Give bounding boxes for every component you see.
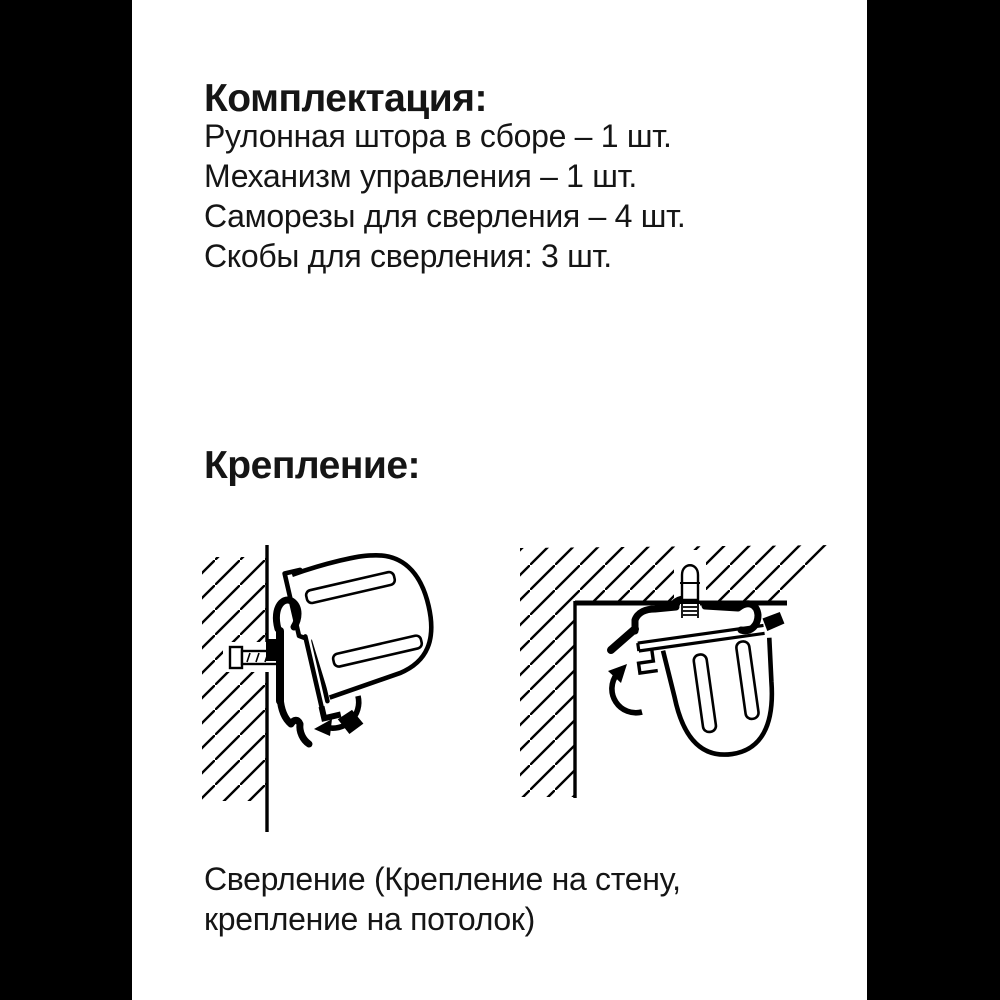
cassette-housing <box>663 636 785 762</box>
letterbox-left-bar <box>0 0 132 1000</box>
screw-icon <box>680 565 700 619</box>
wall-bracket <box>266 600 309 744</box>
kit-item: Рулонная штора в сборе – 1 шт. <box>204 118 672 154</box>
wall-mount-figure <box>190 535 490 835</box>
caption-line: Сверление (Крепление на стену, <box>204 861 681 897</box>
kit-item: Механизм управления – 1 шт. <box>204 158 638 194</box>
rotate-arrow-icon <box>608 664 642 713</box>
page-content <box>132 0 867 1000</box>
roller-cassette <box>634 612 801 766</box>
kit-items-list <box>204 116 686 276</box>
mounting-section-heading: Крепление: <box>204 444 421 487</box>
ceiling-mount-figure <box>505 540 840 810</box>
caption-line: крепление на потолок) <box>204 901 535 937</box>
kit-section-heading: Комплектация: <box>204 77 487 120</box>
ceiling-mount-diagram <box>505 540 840 810</box>
wall-hatch <box>202 557 267 801</box>
wall-mount-diagram <box>190 535 490 835</box>
cassette-end-tab <box>762 612 785 632</box>
letterbox-right-bar <box>867 0 1000 1000</box>
kit-item: Скобы для сверления: 3 шт. <box>204 238 612 274</box>
figures-caption <box>204 859 681 939</box>
roller-cassette <box>285 543 453 740</box>
kit-item: Саморезы для сверления – 4 шт. <box>204 198 686 234</box>
